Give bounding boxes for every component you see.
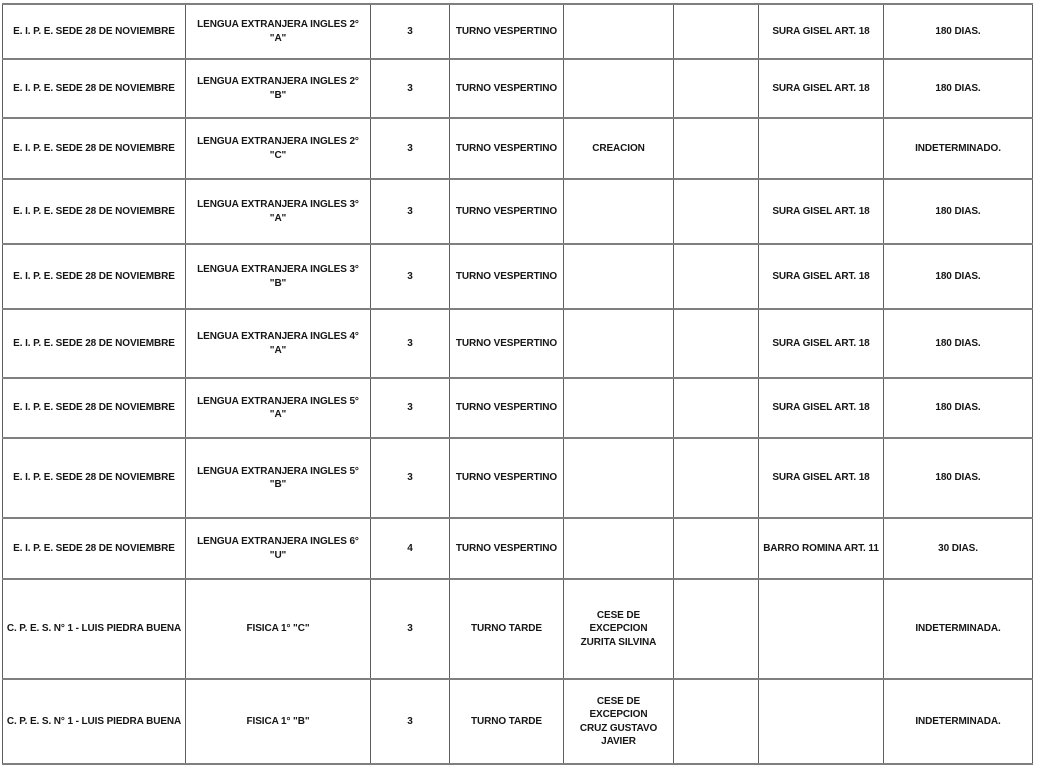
empty-cell bbox=[674, 679, 759, 764]
school-cell: C. P. E. S. N° 1 - LUIS PIEDRA BUENA bbox=[3, 679, 186, 764]
table-row bbox=[3, 579, 1033, 679]
table-row bbox=[3, 679, 1033, 764]
subject-cell: LENGUA EXTRANJERA INGLES 6° "U" bbox=[186, 518, 371, 579]
table-row bbox=[3, 438, 1033, 518]
hours-cell: 3 bbox=[371, 438, 450, 518]
hours-cell: 3 bbox=[371, 179, 450, 244]
duration-cell: 180 DIAS. bbox=[884, 378, 1033, 438]
school-cell: E. I. P. E. SEDE 28 DE NOVIEMBRE bbox=[3, 118, 186, 179]
table-row bbox=[3, 518, 1033, 579]
observation-cell bbox=[564, 59, 674, 118]
observation-cell: CESE DE EXCEPCION CRUZ GUSTAVO JAVIER bbox=[564, 679, 674, 764]
table-row bbox=[3, 378, 1033, 438]
hours-cell: 4 bbox=[371, 518, 450, 579]
hours-cell: 3 bbox=[371, 59, 450, 118]
observation-cell bbox=[564, 378, 674, 438]
hours-cell: 3 bbox=[371, 679, 450, 764]
teacher-article-cell: SURA GISEL ART. 18 bbox=[759, 438, 884, 518]
school-cell: E. I. P. E. SEDE 28 DE NOVIEMBRE bbox=[3, 179, 186, 244]
empty-cell bbox=[674, 309, 759, 378]
teacher-article-cell bbox=[759, 679, 884, 764]
subject-cell: LENGUA EXTRANJERA INGLES 2° "A" bbox=[186, 4, 371, 59]
duration-cell: 180 DIAS. bbox=[884, 179, 1033, 244]
teacher-article-cell bbox=[759, 118, 884, 179]
duration-cell: 180 DIAS. bbox=[884, 4, 1033, 59]
shift-cell: TURNO TARDE bbox=[450, 579, 564, 679]
empty-cell bbox=[674, 438, 759, 518]
empty-cell bbox=[674, 4, 759, 59]
shift-cell: TURNO VESPERTINO bbox=[450, 59, 564, 118]
document-page bbox=[0, 3, 1037, 775]
hours-cell: 3 bbox=[371, 309, 450, 378]
shift-cell: TURNO VESPERTINO bbox=[450, 309, 564, 378]
subject-cell: FISICA 1° "B" bbox=[186, 679, 371, 764]
school-cell: E. I. P. E. SEDE 28 DE NOVIEMBRE bbox=[3, 438, 186, 518]
school-cell: E. I. P. E. SEDE 28 DE NOVIEMBRE bbox=[3, 378, 186, 438]
empty-cell bbox=[674, 244, 759, 309]
teacher-article-cell: SURA GISEL ART. 18 bbox=[759, 4, 884, 59]
duration-cell: INDETERMINADA. bbox=[884, 679, 1033, 764]
subject-cell: FISICA 1° "C" bbox=[186, 579, 371, 679]
observation-cell bbox=[564, 244, 674, 309]
shift-cell: TURNO VESPERTINO bbox=[450, 518, 564, 579]
shift-cell: TURNO TARDE bbox=[450, 679, 564, 764]
observation-cell bbox=[564, 438, 674, 518]
school-cell: E. I. P. E. SEDE 28 DE NOVIEMBRE bbox=[3, 4, 186, 59]
observation-cell: CESE DE EXCEPCION ZURITA SILVINA bbox=[564, 579, 674, 679]
teacher-article-cell bbox=[759, 579, 884, 679]
duration-cell: 180 DIAS. bbox=[884, 438, 1033, 518]
shift-cell: TURNO VESPERTINO bbox=[450, 118, 564, 179]
duration-cell: 30 DIAS. bbox=[884, 518, 1033, 579]
subject-cell: LENGUA EXTRANJERA INGLES 3° "B" bbox=[186, 244, 371, 309]
empty-cell bbox=[674, 118, 759, 179]
empty-cell bbox=[674, 378, 759, 438]
course-assignments-table bbox=[2, 3, 1033, 765]
observation-cell bbox=[564, 309, 674, 378]
observation-cell bbox=[564, 179, 674, 244]
duration-cell: 180 DIAS. bbox=[884, 244, 1033, 309]
observation-cell bbox=[564, 518, 674, 579]
subject-cell: LENGUA EXTRANJERA INGLES 4° "A" bbox=[186, 309, 371, 378]
teacher-article-cell: SURA GISEL ART. 18 bbox=[759, 179, 884, 244]
table-row bbox=[3, 4, 1033, 59]
table-row bbox=[3, 179, 1033, 244]
shift-cell: TURNO VESPERTINO bbox=[450, 244, 564, 309]
empty-cell bbox=[674, 179, 759, 244]
observation-cell: CREACION bbox=[564, 118, 674, 179]
table-row bbox=[3, 309, 1033, 378]
duration-cell: INDETERMINADO. bbox=[884, 118, 1033, 179]
shift-cell: TURNO VESPERTINO bbox=[450, 4, 564, 59]
observation-cell bbox=[564, 4, 674, 59]
subject-cell: LENGUA EXTRANJERA INGLES 5° "A" bbox=[186, 378, 371, 438]
teacher-article-cell: SURA GISEL ART. 18 bbox=[759, 244, 884, 309]
school-cell: E. I. P. E. SEDE 28 DE NOVIEMBRE bbox=[3, 518, 186, 579]
hours-cell: 3 bbox=[371, 378, 450, 438]
table-body bbox=[3, 4, 1033, 764]
teacher-article-cell: SURA GISEL ART. 18 bbox=[759, 309, 884, 378]
school-cell: C. P. E. S. N° 1 - LUIS PIEDRA BUENA bbox=[3, 579, 186, 679]
teacher-article-cell: SURA GISEL ART. 18 bbox=[759, 378, 884, 438]
shift-cell: TURNO VESPERTINO bbox=[450, 438, 564, 518]
empty-cell bbox=[674, 59, 759, 118]
subject-cell: LENGUA EXTRANJERA INGLES 2° "B" bbox=[186, 59, 371, 118]
duration-cell: 180 DIAS. bbox=[884, 59, 1033, 118]
school-cell: E. I. P. E. SEDE 28 DE NOVIEMBRE bbox=[3, 244, 186, 309]
teacher-article-cell: BARRO ROMINA ART. 11 bbox=[759, 518, 884, 579]
shift-cell: TURNO VESPERTINO bbox=[450, 179, 564, 244]
subject-cell: LENGUA EXTRANJERA INGLES 3° "A" bbox=[186, 179, 371, 244]
subject-cell: LENGUA EXTRANJERA INGLES 5° "B" bbox=[186, 438, 371, 518]
empty-cell bbox=[674, 518, 759, 579]
table-row bbox=[3, 244, 1033, 309]
table-row bbox=[3, 59, 1033, 118]
shift-cell: TURNO VESPERTINO bbox=[450, 378, 564, 438]
hours-cell: 3 bbox=[371, 118, 450, 179]
teacher-article-cell: SURA GISEL ART. 18 bbox=[759, 59, 884, 118]
table-row bbox=[3, 118, 1033, 179]
hours-cell: 3 bbox=[371, 579, 450, 679]
subject-cell: LENGUA EXTRANJERA INGLES 2° "C" bbox=[186, 118, 371, 179]
duration-cell: INDETERMINADA. bbox=[884, 579, 1033, 679]
empty-cell bbox=[674, 579, 759, 679]
duration-cell: 180 DIAS. bbox=[884, 309, 1033, 378]
school-cell: E. I. P. E. SEDE 28 DE NOVIEMBRE bbox=[3, 59, 186, 118]
school-cell: E. I. P. E. SEDE 28 DE NOVIEMBRE bbox=[3, 309, 186, 378]
hours-cell: 3 bbox=[371, 244, 450, 309]
hours-cell: 3 bbox=[371, 4, 450, 59]
